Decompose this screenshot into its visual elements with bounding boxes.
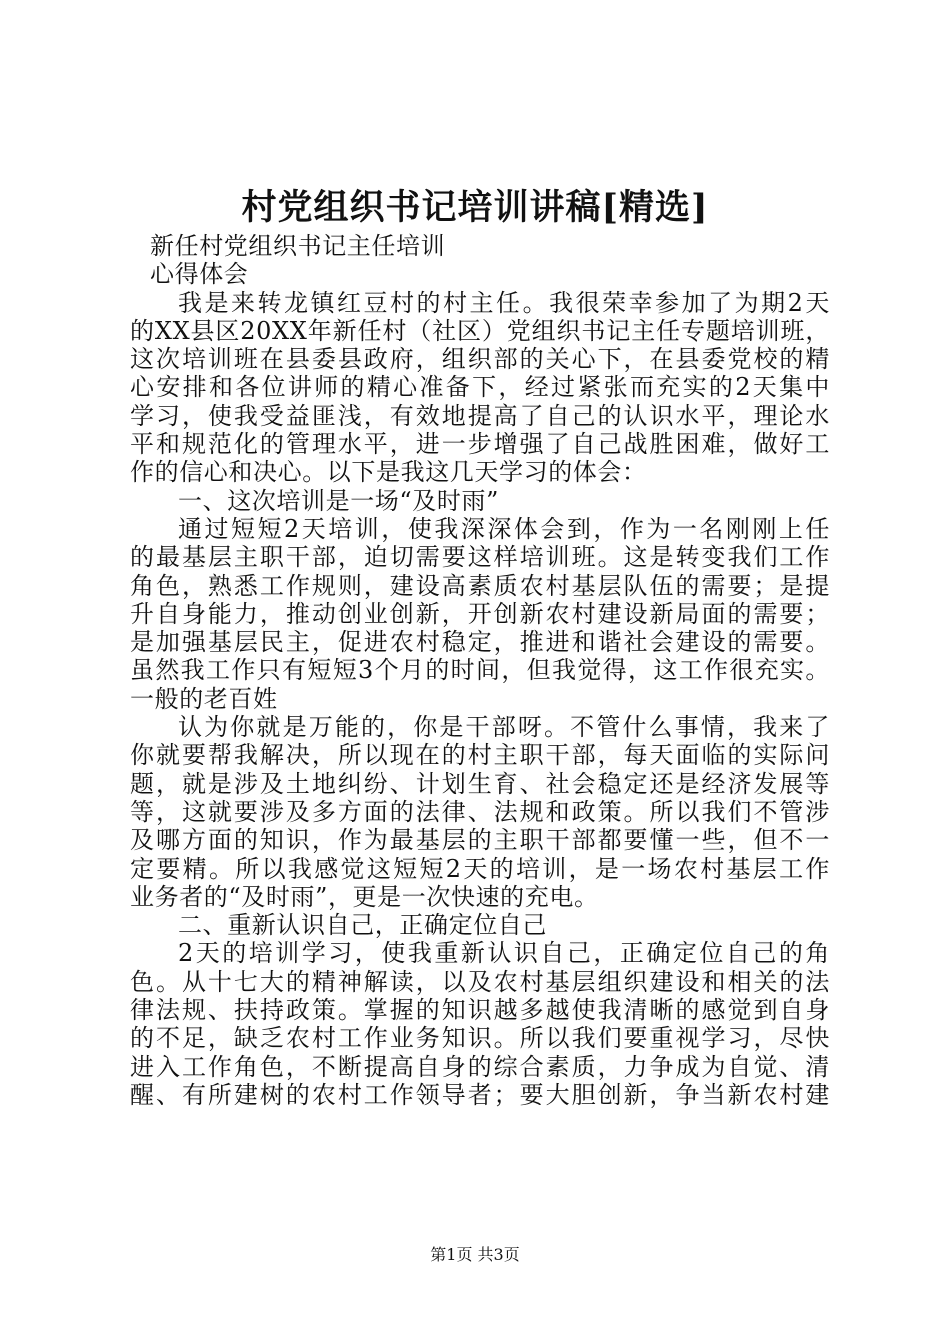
body-line: 通过短短2天培训，使我深深体会到，作为一名刚刚上任 [178,514,830,543]
body-line: 一般的老百姓 [130,684,278,713]
body-line: 定要精。所以我感觉这短短2天的培训，是一场农村基层工作 [130,854,830,883]
body-line: 进入工作角色，不断提高自身的综合素质，力争成为自觉、清 [130,1052,830,1081]
body-line: 醒、有所建树的农村工作领导者；要大胆创新，争当新农村建 [130,1080,830,1109]
body-line: 题，就是涉及土地纠纷、计划生育、社会稳定还是经济发展等 [130,769,830,798]
body-line: 业务者的“及时雨”，更是一次快速的充电。 [130,882,599,911]
body-line: 二、重新认识自己，正确定位自己 [178,911,547,940]
body-line: 的最基层主职干部，迫切需要这样培训班。这是转变我们工作 [130,543,830,572]
body-line: 新任村党组织书记主任培训 [150,232,446,260]
body-line: 是加强基层民主，促进农村稳定，推进和谐社会建设的需要。 [130,628,830,657]
body-line: 等，这就要涉及多方面的法律、法规和政策。所以我们不管涉 [130,797,830,826]
body-line: 一、这次培训是一场“及时雨” [178,486,499,515]
body-line: 心得体会 [150,260,249,289]
body-line: 虽然我工作只有短短3个月的时间，但我觉得，这工作很充实。 [130,656,830,685]
body-line: 律法规、扶持政策。掌握的知识越多越使我清晰的感觉到自身 [130,996,830,1025]
body-line: 角色，熟悉工作规则，建设高素质农村基层队伍的需要；是提 [130,571,830,600]
body-line: 你就要帮我解决，所以现在的村主职干部，每天面临的实际问 [130,741,830,770]
body-line: 这次培训班在县委县政府，组织部的关心下，在县委党校的精 [130,345,830,374]
body-line: 的不足，缺乏农村工作业务知识。所以我们要重视学习，尽快 [130,1024,830,1053]
document-body [130,232,830,1109]
body-line: 及哪方面的知识，作为最基层的主职干部都要懂一些，但不一 [130,826,830,855]
body-line: 我是来转龙镇红豆村的村主任。我很荣幸参加了为期2天 [178,288,830,317]
body-line: 心安排和各位讲师的精心准备下，经过紧张而充实的2天集中 [130,373,830,402]
body-line: 作的信心和决心。以下是我这几天学习的体会： [130,458,647,487]
document-title: 村党组织书记培训讲稿[精选] [241,187,709,228]
body-line: 2天的培训学习，使我重新认识自己，正确定位自己的角 [178,939,830,968]
body-line: 的XX县区20XX年新任村（社区）党组织书记主任专题培训班， [130,316,830,345]
page-footer: 第1页 共3页 [430,1245,520,1264]
body-line: 色。从十七大的精神解读，以及农村基层组织建设和相关的法 [130,967,830,996]
body-line: 学习，使我受益匪浅，有效地提高了自己的认识水平，理论水 [130,401,830,430]
body-line: 升自身能力，推动创业创新，开创新农村建设新局面的需要； [130,599,830,628]
body-line: 平和规范化的管理水平，进一步增强了自己战胜困难，做好工 [130,430,830,459]
body-line: 认为你就是万能的，你是干部呀。不管什么事情，我来了 [178,713,830,742]
